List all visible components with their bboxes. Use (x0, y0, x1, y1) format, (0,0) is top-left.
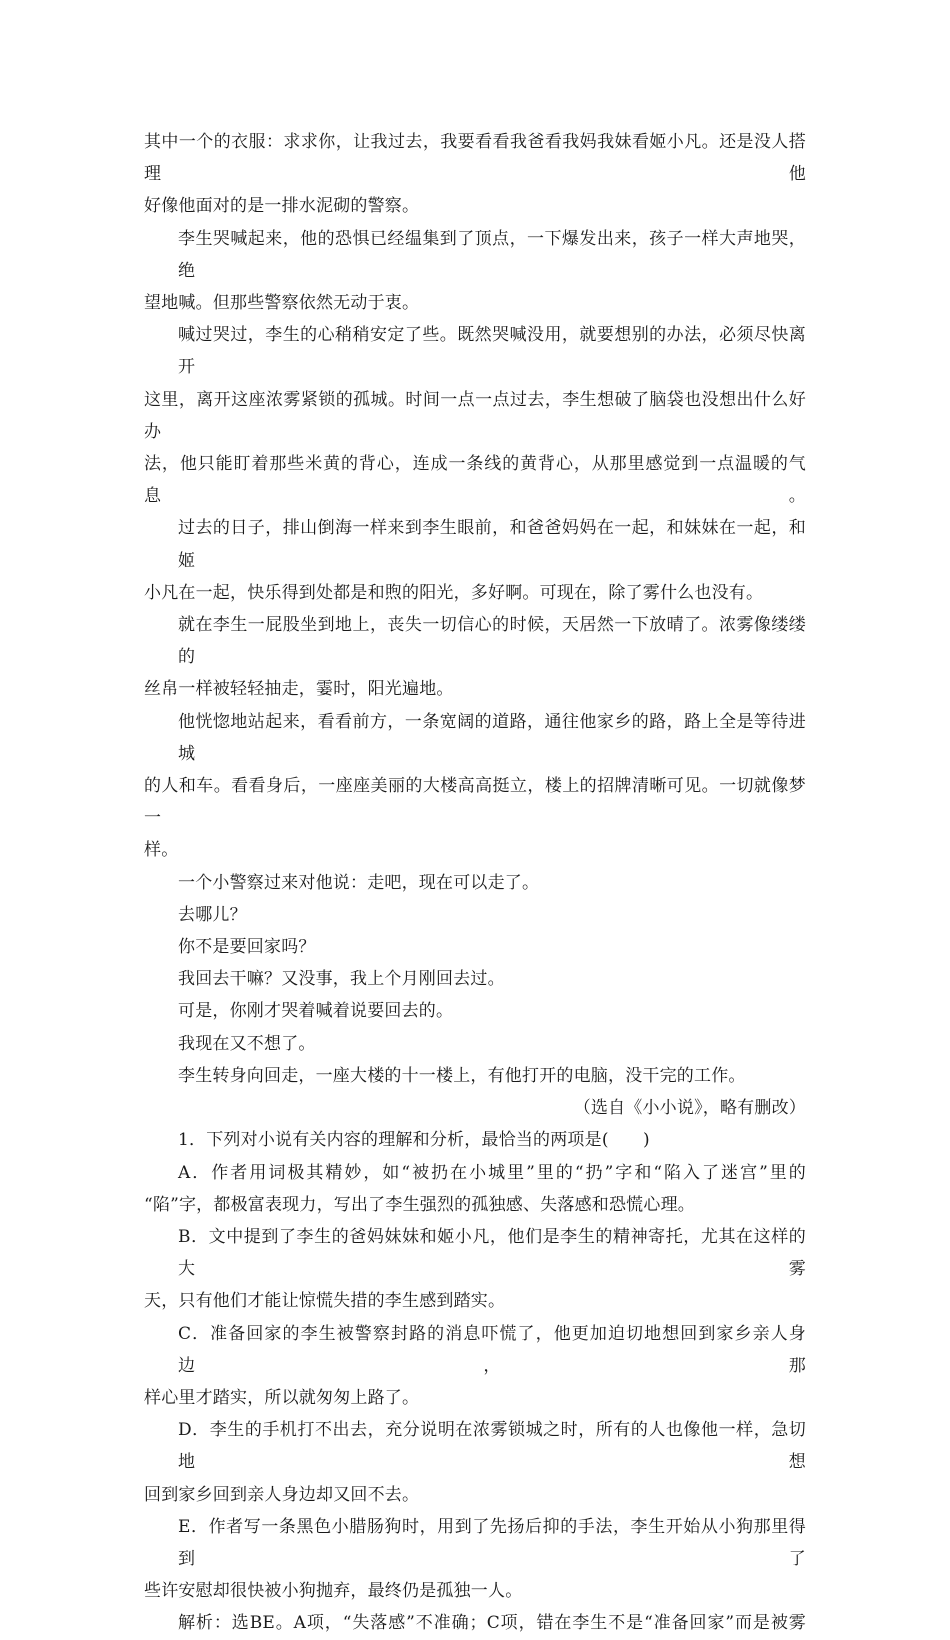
text-line: 我回去干嘛？又没事，我上个月刚回去过。 (178, 969, 505, 990)
text-line: 我现在又不想了。 (178, 1033, 316, 1054)
text-line: 样。 (144, 840, 179, 861)
text-line: 其中一个的衣服：求求你，让我过去，我要看看我爸看我妈我妹看姬小凡。还是没人搭理他 (144, 132, 806, 185)
option-b: B．文中提到了李生的爸妈妹妹和姬小凡，他们是李生的精神寄托，尤其在这样的大雾 (178, 1226, 806, 1280)
option-c-continued: 样心里才踏实，所以就匆匆上路了。 (144, 1387, 420, 1408)
text-line: 李生哭喊起来，他的恐惧已经缊集到了顶点，一下爆发出来，孩子一样大声地哭，绝 (178, 228, 806, 281)
document-page (144, 126, 806, 1640)
text-line: 的人和车。看看身后，一座座美丽的大楼高高挺立，楼上的招牌清晰可见。一切就像梦一 (144, 776, 806, 829)
option-e-continued: 些许安慰却很快被小狗抛弃，最终仍是孤独一人。 (144, 1581, 523, 1602)
text-line: 他恍惚地站起来，看看前方，一条宽阔的道路，通往他家乡的路，路上全是等待进城 (178, 711, 806, 764)
option-d-continued: 回到家乡回到亲人身边却又回不去。 (144, 1484, 420, 1505)
text-line: 丝帛一样被轻轻抽走，霎时，阳光遍地。 (144, 679, 454, 700)
answer-analysis: 解析：选BE。A项，“失落感”不准确；C项，错在李生不是“准备回家”而是被雾 (178, 1613, 806, 1634)
text-line: 好像他面对的是一排水泥砌的警察。 (144, 196, 420, 217)
text-line: 这里，离开这座浓雾紧锁的孤城。时间一点一点过去，李生想破了脑袋也没想出什么好办 (144, 389, 806, 442)
text-line: 法，他只能盯着那些米黄的背心，连成一条线的黄背心，从那里感觉到一点温暖的气息。 (144, 454, 806, 507)
option-b-continued: 天，只有他们才能让惊慌失措的李生感到踏实。 (144, 1291, 506, 1312)
option-e: E．作者写一条黑色小腊肠狗时，用到了先扬后抑的手法，李生开始从小狗那里得到了 (178, 1516, 806, 1569)
text-line: 李生转身向回走，一座大楼的十一楼上，有他打开的电脑，没干完的工作。 (178, 1065, 746, 1086)
text-line: 可是，你刚才哭着喊着说要回去的。 (178, 1001, 454, 1022)
text-line: 一个小警察过来对他说：走吧，现在可以走了。 (178, 872, 540, 893)
option-d: D．李生的手机打不出去，充分说明在浓雾锁城之时，所有的人也像他一样，急切地想 (178, 1420, 806, 1473)
text-line: 去哪儿？ (178, 904, 247, 925)
option-a: A．作者用词极其精妙，如“被扔在小城里”里的“扔”字和“陷入了迷宫”里的 (178, 1162, 806, 1183)
option-c: C．准备回家的李生被警察封路的消息吓慌了，他更加迫切地想回到家乡亲人身边，那 (178, 1323, 806, 1376)
text-line: 喊过哭过，李生的心稍稍安定了些。既然哭喊没用，就要想别的办法，必须尽快离开 (178, 325, 806, 378)
question-stem: 1．下列对小说有关内容的理解和分析，最恰当的两项是( ) (178, 1130, 650, 1151)
text-line: 你不是要回家吗？ (178, 937, 316, 958)
text-line: 望地喊。但那些警察依然无动于衷。 (144, 293, 420, 314)
text-line: 小凡在一起，快乐得到处都是和煦的阳光，多好啊。可现在，除了雾什么也没有。 (144, 582, 764, 603)
text-line: 过去的日子，排山倒海一样来到李生眼前，和爸爸妈妈在一起，和妹妹在一起，和姬 (178, 518, 806, 571)
option-a-continued: “陷”字，都极富表现力，写出了李生强烈的孤独感、失落感和恐慌心理。 (144, 1194, 695, 1215)
text-line: 就在李生一屁股坐到地上，丧失一切信心的时候，天居然一下放晴了。浓雾像缕缕的 (178, 615, 806, 668)
source-citation: （选自《小小说》，略有删改） (573, 1098, 806, 1119)
